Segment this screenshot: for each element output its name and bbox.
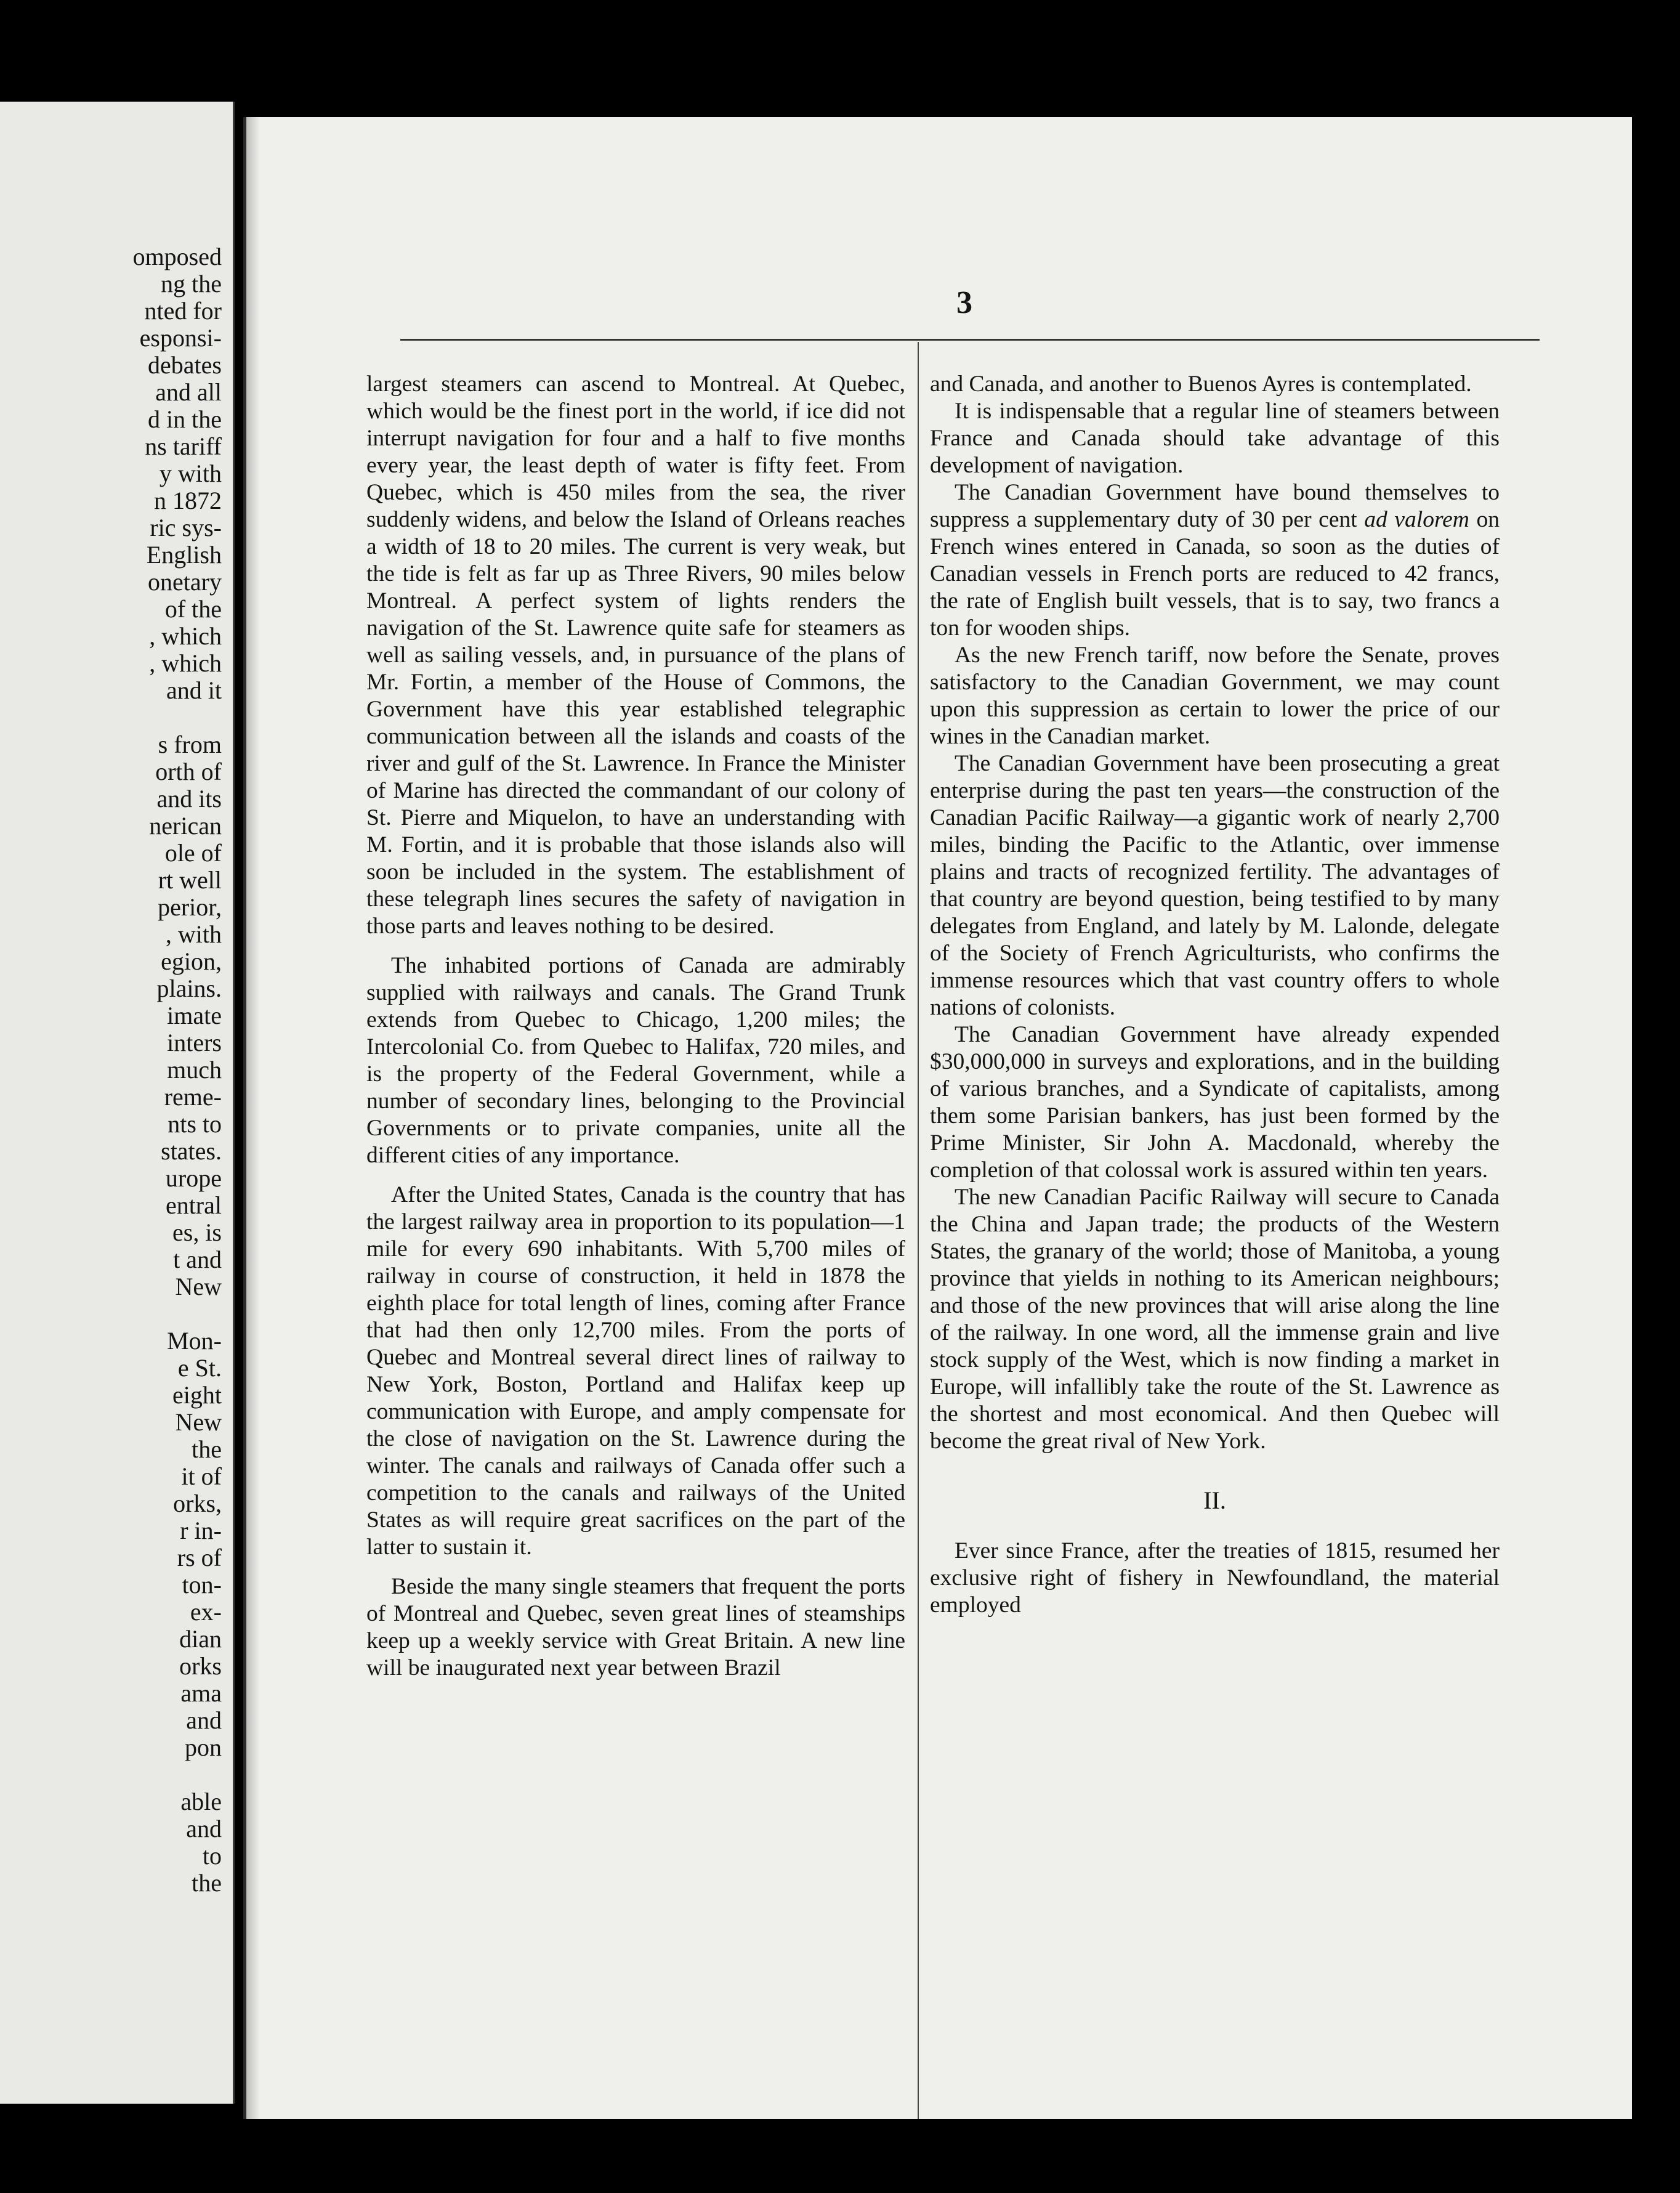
previous-page-line: eight — [172, 1381, 222, 1409]
previous-page-line: , which — [149, 649, 222, 677]
right-column — [930, 371, 1500, 1619]
previous-page-line: ns tariff — [145, 432, 222, 460]
previous-page-strip — [0, 102, 235, 2104]
right-paragraph-tariff: As the new French tariff, now before the Senate, proves satisfactory to the Canadian Government, we may count upon this suppression as certain to lower the price of our wines in the Canadian market. — [930, 642, 1500, 749]
previous-page-line: ama — [180, 1679, 222, 1707]
previous-page-line: and its — [156, 785, 222, 813]
previous-page-line: ng the — [161, 270, 222, 298]
previous-page-line: onetary — [148, 568, 222, 596]
previous-page-line: r in- — [180, 1517, 222, 1544]
previous-page-line: and — [186, 1815, 222, 1842]
previous-page-line: plains. — [156, 975, 222, 1002]
column-divider — [918, 342, 919, 2119]
previous-page-line: t and — [173, 1246, 222, 1273]
previous-page-line: reme- — [164, 1083, 222, 1111]
previous-page-line: the — [192, 1869, 222, 1897]
previous-page-line: debates — [148, 351, 222, 379]
previous-page-line: esponsi- — [139, 324, 222, 352]
section-heading: II. — [1203, 1486, 1226, 1514]
wine-duty-italic: ad valorem — [1364, 507, 1469, 532]
previous-page-line: , which — [149, 622, 222, 650]
previous-page-line: English — [146, 541, 222, 569]
previous-page-line: nerican — [149, 812, 222, 840]
right-paragraph-expenditure: The Canadian Government have already expended $30,000,000 in surveys and explorations, and in the building of various branches, and a Syndicate of capitalists, among them some Parisian bankers, has just been formed by the Prime Minister, Sir John A. Macdonald, whereby the completion of that colossal work is assured within ten years. — [930, 1022, 1500, 1183]
previous-page-line: able — [180, 1788, 222, 1815]
page-number: 3 — [956, 285, 972, 320]
previous-page-line: ex- — [190, 1598, 222, 1626]
previous-page-line: nts to — [168, 1110, 222, 1138]
previous-page-line: ric sys- — [150, 514, 222, 541]
previous-page-line: e St. — [177, 1354, 222, 1382]
previous-page-line: nted for — [144, 297, 222, 325]
previous-page-line: pon — [185, 1733, 222, 1761]
previous-page-line: to — [202, 1842, 222, 1870]
previous-page-line: es, is — [172, 1218, 222, 1246]
header-rule — [400, 339, 1540, 341]
wine-duty-text-end: on French wines entered in Canada, so soon as the duties of Canadian vessels in French ports are reduced to 42 francs, the rate of English built vessels, that is to say, two francs a ton for wooden ships. — [930, 507, 1500, 641]
previous-page-line: states. — [161, 1137, 222, 1165]
previous-page-line: orth of — [155, 758, 222, 785]
right-paragraph-pacific-railway: The Canadian Government have been prosecuting a great enterprise during the past ten years—the construction of the Canadian Pacific Railway—a gigantic work of nearly 2,700 miles, binding the Pacific to the Atlantic, over immense plains and tracts of recognized fertility. The advantages of that country are beyond question, being testified to by many delegates from England, and lately by M. Lalonde, delegate of the Society of French Agriculturists, who confirms the immense resources which that vast country offers to whole nations of colonists. — [930, 751, 1500, 1020]
previous-page-line: imate — [167, 1002, 222, 1029]
page-binding-shadow — [246, 117, 260, 2119]
previous-page-line: Mon- — [167, 1327, 222, 1355]
previous-page-line: , with — [165, 920, 222, 948]
previous-page-line: rt well — [158, 866, 222, 894]
left-column — [366, 371, 905, 1682]
previous-page-line: rs of — [177, 1544, 222, 1571]
previous-page-line: dian — [179, 1625, 222, 1653]
left-paragraph-railway-area: After the United States, Canada is the country that has the largest railway area in proportion to its population—1 mile for every 690 inhabitants. With 5,700 miles of railway in course of construction, it held in 1878 the eighth place for total length of lines, coming after France that had then only 12,700 miles. From the ports of Quebec and Montreal several direct lines of railway to New York, Boston, Portland and Halifax keep up communication with Europe, and amply compensate for the close of navigation on the St. Lawrence during the winter. The canals and railways of Canada offer such a competition to the canals and railways of the United States as will require great sacrifices on the part of the latter to sustain it. — [366, 1182, 905, 1560]
wine-duty-text-start: The Canadian Government have bound themselves to suppress a supplementary duty of 30 per cent — [930, 480, 1500, 532]
previous-page-line: it of — [181, 1462, 222, 1490]
previous-page-line: inters — [167, 1029, 222, 1056]
previous-page-line: the — [192, 1435, 222, 1463]
previous-page-line: ole of — [164, 839, 222, 867]
previous-page-line: omposed — [132, 243, 222, 270]
right-paragraph-trade: The new Canadian Pacific Railway will secure to Canada the China and Japan trade; the products of the Western States, the granary of the world; those of Manitoba, a young province that yields in nothing to its American neighbours; and those of the new provinces that will arise along the line of the railway. In one word, all the immense grain and live stock supply of the West, which is now finding a market in Europe, will infallibly take the route of the St. Lawrence as the shortest and most economical. And then Quebec will become the great rival of New York. — [930, 1185, 1500, 1454]
left-paragraph-continued: largest steamers can ascend to Montreal. At Quebec, which would be the finest port in the world, if ice did not interrupt navigation for four and a half to five months every year, the least depth of water is fifty feet. From Quebec, which is 450 miles from the sea, the river suddenly widens, and below the Island of Orleans reaches a width of 18 to 20 miles. The current is very weak, but the tide is felt as far up as Three Rivers, 90 miles below Montreal. A perfect system of lights renders the navigation of the St. Lawrence quite safe for steamers as well as sailing vessels, and, in pursuance of the plans of Mr. Fortin, a member of the House of Commons, the Government have this year established telegraphic communication between all the islands and coasts of the river and gulf of the St. Lawrence. In France the Minister of Marine has directed the commandant of our colony of St. Pierre and Miquelon, to have an understanding with M. Fortin, and it is probable that those islands also will soon be included in the system. The establishment of these telegraph lines secures the safety of navigation in those parts and leaves nothing to be desired. — [366, 371, 905, 939]
document-page — [243, 117, 1632, 2119]
previous-page-line: ton- — [182, 1571, 222, 1599]
previous-page-line: and — [186, 1706, 222, 1734]
previous-page-line: much — [167, 1056, 222, 1084]
previous-page-line: of the — [164, 595, 222, 623]
previous-page-line: and all — [155, 378, 222, 406]
previous-page-line: and it — [166, 676, 222, 704]
right-paragraph-steamer-line: It is indispensable that a regular line of steamers between France and Canada should take advantage of this development of navigation. — [930, 399, 1500, 478]
previous-page-line: orks — [179, 1652, 222, 1680]
left-paragraph-railways: The inhabited portions of Canada are admirably supplied with railways and canals. The Grand Trunk extends from Quebec to Chicago, 1,200 miles; the Intercolonial Co. from Quebec to Halifax, 720 miles, and is the property of the Federal Government, while a number of secondary lines, belonging to the Provincial Governments or to private companies, unite all the different cities of any importance. — [366, 953, 905, 1168]
left-paragraph-steamers: Beside the many single steamers that frequent the ports of Montreal and Quebec, seven great lines of steamships keep up a weekly service with Great Britain. A new line will be inaugurated next year between Brazil — [366, 1574, 905, 1680]
right-paragraph-fishery: Ever since France, after the treaties of 1815, resumed her exclusive right of fishery in Newfoundland, the material employed — [930, 1538, 1500, 1618]
previous-page-line: perior, — [158, 893, 222, 921]
previous-page-line: entral — [165, 1191, 222, 1219]
previous-page-line: s from — [158, 731, 222, 758]
previous-page-line: d in the — [148, 405, 222, 433]
previous-page-line: orks, — [173, 1490, 222, 1517]
previous-page-line: New — [175, 1408, 222, 1436]
previous-page-line: egion, — [161, 947, 222, 975]
right-paragraph-continued: and Canada, and another to Buenos Ayres is contemplated. — [930, 371, 1472, 397]
previous-page-line: urope — [165, 1164, 222, 1192]
previous-page-line: y with — [159, 460, 222, 487]
right-paragraph-wine-duty — [930, 479, 1500, 642]
previous-page-line: New — [175, 1273, 222, 1300]
previous-page-line: n 1872 — [154, 487, 222, 514]
